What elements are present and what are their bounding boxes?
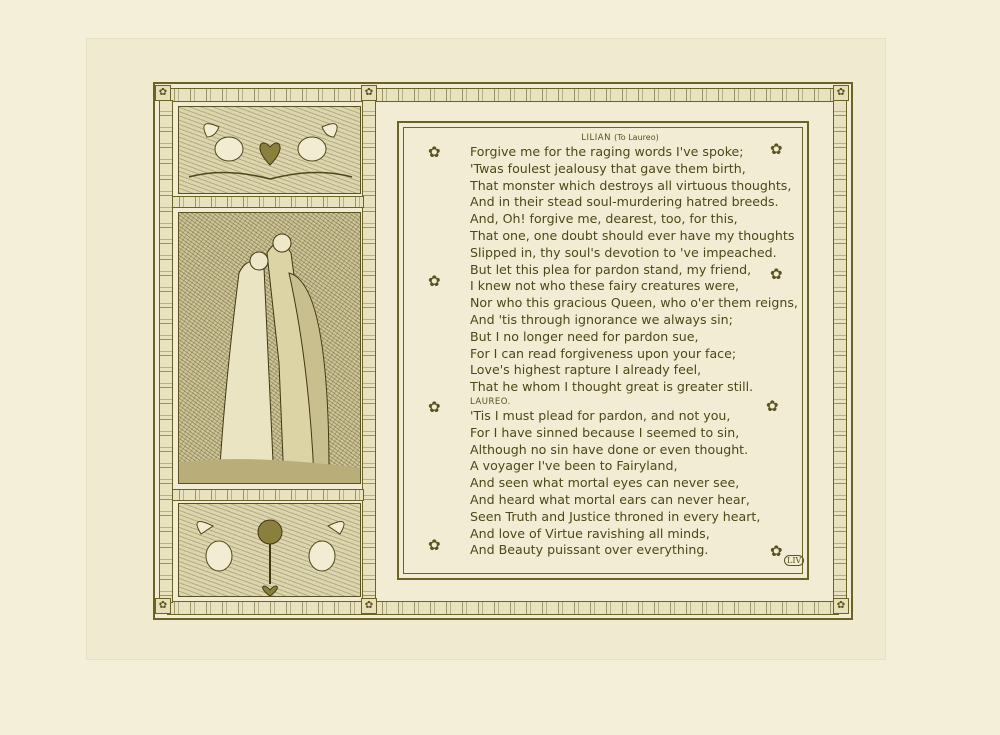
flower-ornament-icon: ✿	[428, 398, 441, 416]
flower-ornament-icon: ✿	[766, 397, 779, 415]
verse-line: That monster which destroys all virtuous thoughts,	[470, 177, 792, 193]
verse-line: Although no sin have done or even thought.	[470, 441, 749, 457]
speaker-heading	[470, 396, 730, 408]
speaker-aside: (To Laureo)	[614, 133, 659, 142]
stanza-one	[470, 144, 810, 396]
speaker-heading	[490, 132, 750, 144]
verse-line: And seen what mortal eyes can never see,	[470, 475, 740, 491]
verse-line: But let this plea for pardon stand, my friend,	[470, 261, 752, 277]
verse-line: Slipped in, thy soul's devotion to 've impeached.	[470, 244, 777, 260]
verse-line: For I can read forgiveness upon your face;	[470, 345, 737, 361]
lovers-embrace-illustration	[179, 213, 361, 484]
corner-ornament-icon: ✿	[361, 85, 377, 101]
flower-ornament-icon: ✿	[428, 272, 441, 290]
verse-line: A voyager I've been to Fairyland,	[470, 458, 678, 474]
stanza-two	[470, 408, 810, 559]
verse-line: And Beauty puissant over everything.	[470, 542, 709, 558]
speaker-name: LAUREO.	[470, 396, 511, 407]
verse-line: And 'tis through ignorance we always sin;	[470, 311, 733, 327]
verse-line: Love's highest rapture I already feel,	[470, 362, 702, 378]
lower-left-separator	[172, 489, 364, 501]
verse-line: And love of Virtue ravishing all minds,	[470, 525, 710, 541]
right-border-band	[833, 100, 847, 603]
middle-divider-band	[362, 100, 376, 603]
flower-ornament-icon: ✿	[770, 265, 783, 283]
verse-line: That he whom I thought great is greater still.	[470, 379, 754, 395]
flower-ornament-icon: ✿	[770, 140, 783, 158]
left-border-band	[159, 100, 173, 603]
top-border-band	[167, 88, 839, 102]
corner-ornament-icon: ✿	[361, 598, 377, 614]
artist-monogram: LIV	[784, 555, 804, 566]
corner-ornament-icon: ✿	[833, 598, 849, 614]
upper-left-separator	[172, 196, 364, 208]
verse-line: And heard what mortal ears can never hear,	[470, 491, 750, 507]
corner-ornament-icon: ✿	[833, 85, 849, 101]
verse-line: That one, one doubt should ever have my thoughts	[470, 227, 795, 243]
verse-line: 'Tis I must plead for pardon, and not you,	[470, 407, 731, 423]
bottom-border-band	[167, 601, 839, 615]
lovers-scene-panel	[178, 212, 361, 484]
verse-line: I knew not who these fairy creatures were,	[470, 278, 740, 294]
cherubs-heart-panel	[178, 106, 361, 194]
cherubs-tree-panel	[178, 503, 361, 597]
verse-line: 'Twas foulest jealousy that gave them birth,	[470, 160, 746, 176]
verse-line: But I no longer need for pardon sue,	[470, 328, 699, 344]
verse-line: Seen Truth and Justice throned in every heart,	[470, 508, 761, 524]
corner-ornament-icon: ✿	[155, 598, 171, 614]
verse-line: For I have sinned because I seemed to sin,	[470, 424, 740, 440]
cherubs-tree-illustration	[179, 504, 361, 597]
flower-ornament-icon: ✿	[770, 542, 783, 560]
verse-line: Nor who this gracious Queen, who o'er them reigns,	[470, 295, 798, 311]
speaker-name: LILIAN	[581, 133, 611, 143]
poem-text	[470, 132, 810, 559]
verse-line: Forgive me for the raging words I've spoke;	[470, 144, 744, 159]
verse-line: And, Oh! forgive me, dearest, too, for this,	[470, 211, 738, 227]
flower-ornament-icon: ✿	[428, 143, 441, 161]
flower-ornament-icon: ✿	[428, 536, 441, 554]
corner-ornament-icon: ✿	[155, 85, 171, 101]
cherubs-heart-illustration	[179, 107, 361, 194]
verse-line: And in their stead soul-murdering hatred breeds.	[470, 194, 779, 210]
